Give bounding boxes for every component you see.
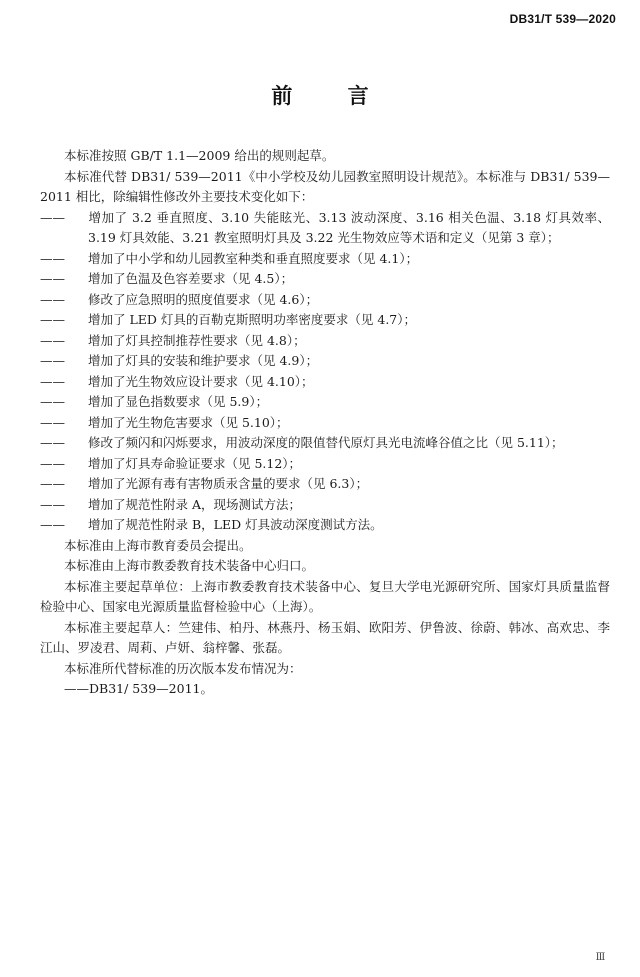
list-item [40,208,610,249]
paragraph-history-item: ——DB31/ 539—2011。 [64,681,213,696]
list-item-text: 增加了规范性附录 B，LED 灯具波动深度测试方法。 [88,517,383,532]
dash-mark: —— [40,291,65,307]
list-item [40,454,610,475]
list-item [40,515,610,536]
list-item-text: 增加了光生物效应设计要求（见 4.10）； [88,373,314,389]
list-item-text: 增加了色温及色容差要求（见 4.5）； [88,271,294,286]
paragraph-drafters: 本标准主要起草人：竺建伟、柏丹、林燕丹、杨玉娟、欧阳芳、伊鲁波、徐蔚、韩冰、高欢忠、李江山、罗凌君、周莉、卢妍、翁梓馨、张磊。 [40,619,610,655]
paragraph-managed-by: 本标准由上海市教委教育技术装备中心归口。 [64,558,315,573]
list-item-text: 修改了应急照明的照度值要求（见 4.6）； [88,291,319,307]
list-item-text: 增加了光生物危害要求（见 5.10）； [88,414,289,430]
page-number: Ⅲ [595,952,606,963]
list-item [40,290,610,311]
paragraph-history-intro: 本标准所代替标准的历次版本发布情况为： [64,660,302,676]
standard-code: DB31/T 539—2020 [509,12,616,26]
dash-mark: —— [40,517,65,532]
dash-mark: —— [40,332,65,348]
list-item-text: 增加了显色指数要求（见 5.9）； [88,394,269,409]
list-item [40,269,610,290]
dash-mark: —— [40,394,65,409]
page-title: 前 言 [271,84,393,108]
list-item-text: 增加了规范性附录 A，现场测试方法； [88,496,302,512]
list-item-text: 增加了灯具的安装和维护要求（见 4.9）； [88,353,319,368]
list-item [40,474,610,495]
dash-mark: —— [40,476,65,491]
list-item-text: 增加了灯具控制推荐性要求（见 4.8）； [88,332,306,348]
paragraph-proposed-by: 本标准由上海市教育委员会提出。 [64,537,252,553]
list-item-text: 增加了 LED 灯具的百勒克斯照明功率密度要求（见 4.7）； [88,312,416,327]
dash-mark: —— [40,250,65,266]
dash-mark: —— [40,353,65,368]
list-item [40,413,610,434]
list-item [40,249,610,270]
dash-mark: —— [40,312,65,327]
list-item [40,310,610,331]
foreword-body [40,146,610,700]
dash-mark: —— [40,209,65,225]
paragraph-drafting-units: 本标准主要起草单位：上海市教委教育技术装备中心、复旦大学电光源研究所、国家灯具质量监督检验中心、国家电光源质量监督检验中心（上海）。 [40,578,610,614]
dash-mark: —— [40,455,65,471]
list-item [40,392,610,413]
list-item-text: 增加了 3.2 垂直照度、3.10 失能眩光、3.13 波动深度、3.16 相关色温、3.18 灯具效率、3.19 灯具效能、3.21 教室照明灯具及 3.22 光生物效应等术语和定义（见第 3 章）； [88,209,610,245]
paragraph-drafting-rule: 本标准按照 GB/T 1.1—2009 给出的规则起草。 [64,148,335,163]
paragraph-replaces: 本标准代替 DB31/ 539—2011《中小学校及幼儿园教室照明设计规范》。本标准与 DB31/ 539—2011 相比，除编辑性修改外主要技术变化如下： [40,168,610,204]
list-item [40,331,610,352]
dash-mark: —— [40,271,65,286]
list-item [40,351,610,372]
list-item [40,372,610,393]
list-item-text: 增加了灯具寿命验证要求（见 5.12）； [88,455,302,471]
list-item-text: 修改了频闪和闪烁要求，用波动深度的限值替代原灯具光电流峰谷值之比（见 5.11）； [88,435,564,450]
dash-mark: —— [40,414,65,430]
dash-mark: —— [40,373,65,389]
dash-mark: —— [40,435,65,450]
changes-list [40,208,610,536]
list-item-text: 增加了光源有毒有害物质汞含量的要求（见 6.3）； [88,476,369,491]
list-item [40,433,610,454]
list-item [40,495,610,516]
list-item-text: 增加了中小学和幼儿园教室种类和垂直照度要求（见 4.1）； [88,250,419,266]
dash-mark: —— [40,496,65,512]
